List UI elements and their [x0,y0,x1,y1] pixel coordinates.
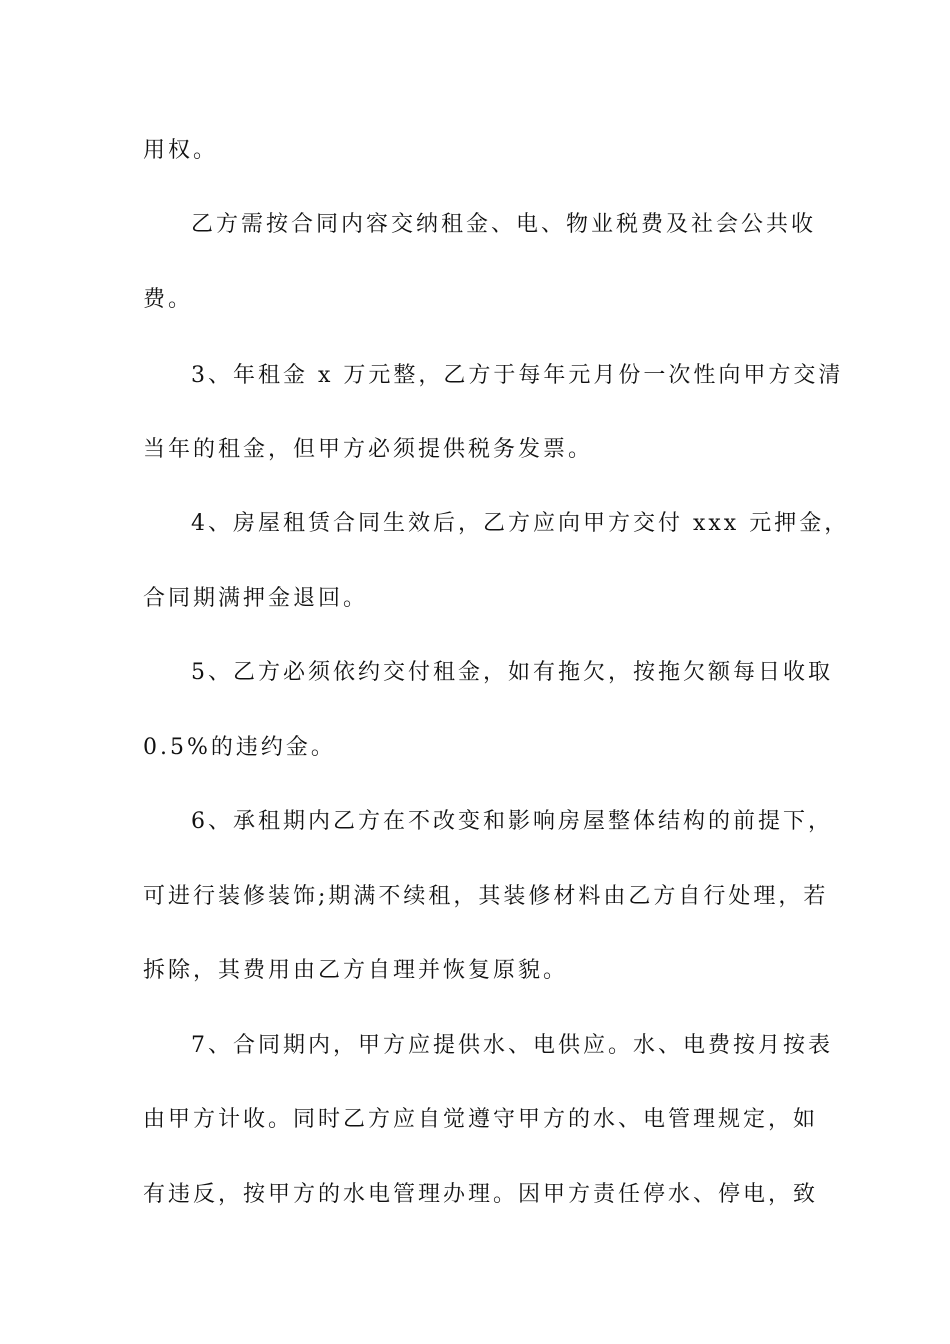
text-line: 3、年租金 x 万元整，乙方于每年元月份一次性向甲方交清 [191,363,844,388]
text-line: 用权。 [143,138,219,163]
text-line: 拆除，其费用由乙方自理并恢复原貌。 [143,958,569,983]
text-line: 可进行装修装饰;期满不续租，其装修材料由乙方自行处理，若 [143,884,829,909]
text-line: 有违反，按甲方的水电管理办理。因甲方责任停水、停电，致 [143,1182,819,1207]
text-line: 合同期满押金退回。 [143,586,369,611]
text-line: 当年的租金，但甲方必须提供税务发票。 [143,437,594,462]
text-line: 费。 [143,287,194,312]
text-line: 5、乙方必须依约交付租金，如有拖欠，按拖欠额每日收取 [191,660,833,685]
text-line: 7、合同期内，甲方应提供水、电供应。水、电费按月按表 [191,1033,833,1058]
text-line: 乙方需按合同内容交纳租金、电、物业税费及社会公共收 [191,212,817,237]
text-line: 4、房屋租赁合同生效后，乙方应向甲方交付 xxx 元押金， [191,511,850,536]
text-line: 0.5%的违约金。 [143,735,336,760]
text-line: 由甲方计收。同时乙方应自觉遵守甲方的水、电管理规定，如 [143,1107,819,1132]
text-line: 6、承租期内乙方在不改变和影响房屋整体结构的前提下， [191,809,833,834]
